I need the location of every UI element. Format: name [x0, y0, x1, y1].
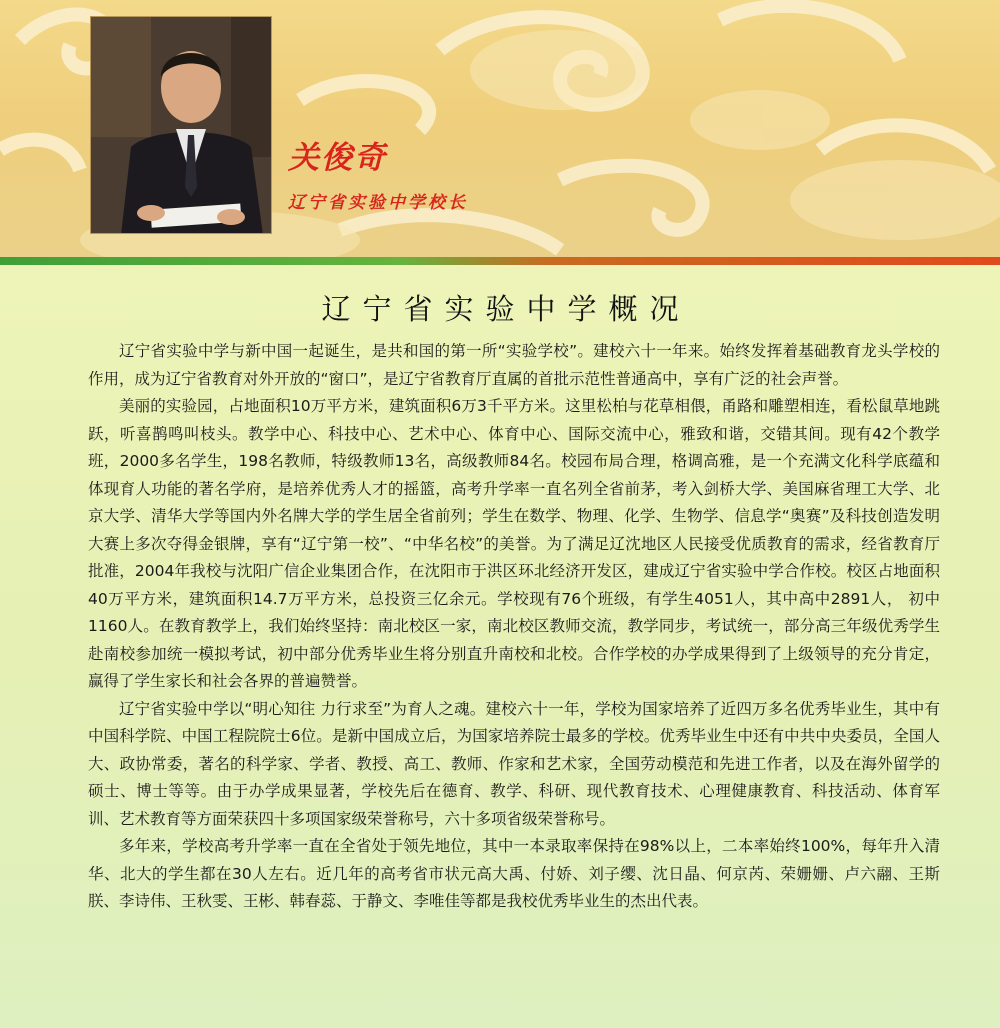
article-body [88, 338, 940, 916]
paragraph-intro: 辽宁省实验中学与新中国一起诞生，是共和国的第一所“实验学校”。建校六十一年来。始终发挥着基础教育龙头学校的作用，成为辽宁省教育对外开放的“窗口”，是辽宁省教育厅直属的首批示范性普通高中，享有广泛的社会声誉。 [88, 342, 940, 388]
principal-name: 关俊奇 [288, 140, 387, 176]
portrait-illustration [91, 17, 272, 234]
principal-portrait [90, 16, 272, 234]
page-title: 辽宁省实验中学概况 [321, 292, 691, 326]
paragraph-campus: 美丽的实验园，占地面积10万平方米，建筑面积6万3千平方米。这里松柏与花草相偎，甬路和雕塑相连，看松鼠草地跳跃，听喜鹊鸣叫枝头。教学中心、科技中心、艺术中心、体育中心、国际交流中心，雅致和谐，交错其间。现有42个教学班，2000多名学生，198名教师，特级教师13名，高级教师84名。校园布局合理，格调高雅，是一个充满文化科学底蕴和体现育人功能的著名学府，是培养优秀人才的摇篮，高考升学率一直名列全省前茅，考入剑桥大学、美国麻省理工大学、北京大学、清华大学等国内外名牌大学的学生居全省前列；学生在数学、物理、化学、生物学、信息学“奥赛”及科技创造发明大赛上多次夺得金银牌，享有“辽宁第一校”、“中华名校”的美誉。为了满足辽沈地区人民接受优质教育的需求，经省教育厅批准，2004年我校与沈阳广信企业集团合作，在沈阳市于洪区环北经济开发区，建成辽宁省实验中学合作校。校区占地面积40万平方米，建筑面积14.7万平方米，总投资三亿余元。学校现有76个班级，有学生4051人，其中高中2891人， 初中1160人。在教育教学上，我们始终坚持：南北校区一家，南北校区教师交流，教学同步，考试统一，部分高三年级优秀学生赴南校参加统一模拟考试，初中部分优秀毕业生将分别直升南校和北校。合作学校的办学成果得到了上级领导的充分肯定，赢得了学生家长和社会各界的普遍赞誉。 [88, 397, 940, 690]
header-banner [0, 0, 1000, 260]
divider-stripe [0, 257, 1000, 265]
paragraph-achievements: 辽宁省实验中学以“明心知往 力行求至”为育人之魂。建校六十一年，学校为国家培养了近四万多名优秀毕业生，其中有中国科学院、中国工程院院士6位。是新中国成立后，为国家培养院士最多的学校。优秀毕业生中还有中共中央委员，全国人大、政协常委，著名的科学家、学者、教授、高工、教师、作家和艺术家，全国劳动模范和先进工作者，以及在海外留学的硕士、博士等等。由于办学成果显著，学校先后在德育、教学、科研、现代教育技术、心理健康教育、科技活动、体育军训、艺术教育等方面荣获四十多项国家级荣誉称号，六十多项省级荣誉称号。 [88, 699, 940, 828]
principal-title: 辽宁省实验中学校长 [288, 193, 468, 213]
paragraph-admissions: 多年来，学校高考升学率一直在全省处于领先地位，其中一本录取率保持在98%以上，二本率始终100%，每年升入清华、北大的学生都在30人左右。近几年的高考省市状元高大禹、付娇、刘子缨、沈日晶、何京芮、荣姗姗、卢六翮、王斯朕、李诗伟、王秋雯、王彬、韩春蕊、于静文、李唯佳等都是我校优秀毕业生的杰出代表。 [88, 837, 940, 910]
